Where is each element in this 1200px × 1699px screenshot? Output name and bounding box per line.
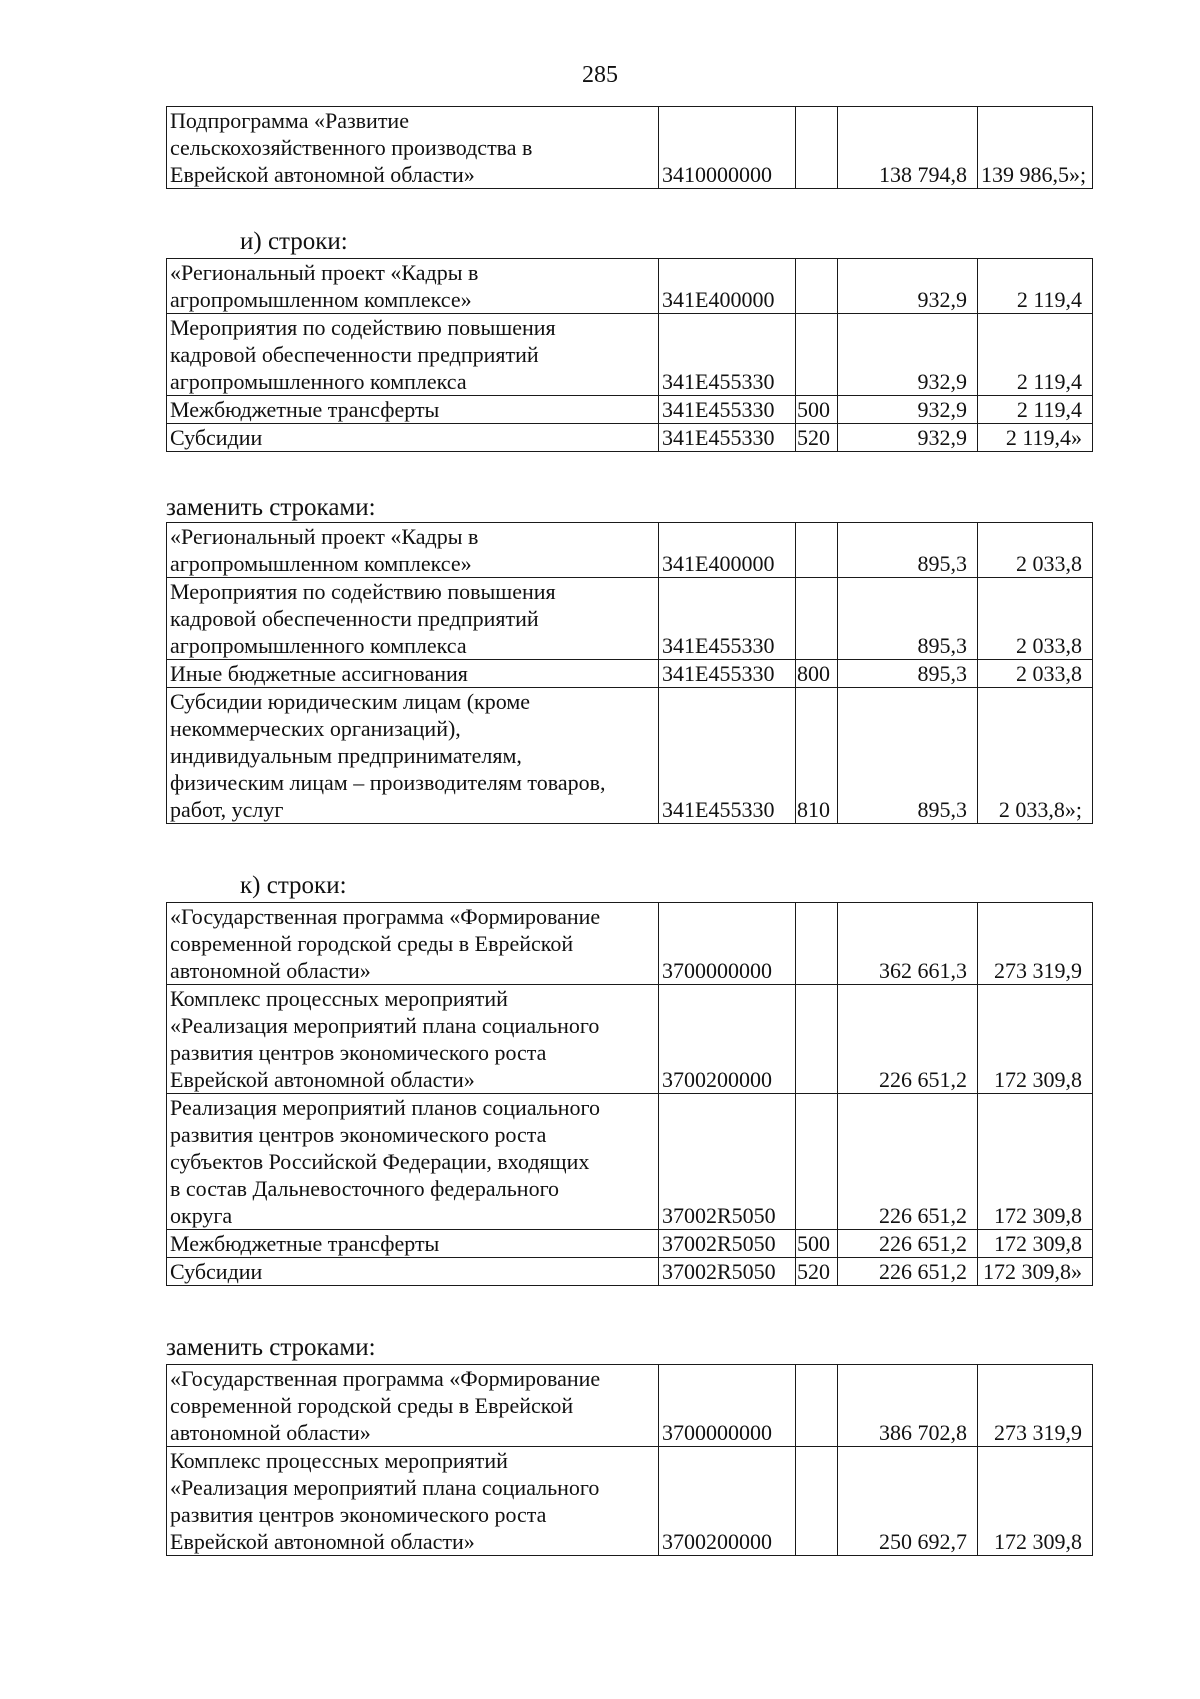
row-vr: 520	[796, 1258, 838, 1286]
row-value-2: 2 033,8	[978, 523, 1093, 578]
row-value-1: 895,3	[838, 578, 978, 660]
row-value-2: 172 309,8	[978, 1447, 1093, 1556]
row-name: Комплекс процессных мероприятий «Реализация мероприятий плана социального развития центров экономического роста Еврейской автономной области»	[167, 1447, 659, 1556]
row-value-2: 2 033,8	[978, 660, 1093, 688]
row-value-1: 932,9	[838, 396, 978, 424]
budget-table-subprogram	[166, 106, 1093, 189]
table-row	[167, 903, 1093, 985]
row-value-1: 250 692,7	[838, 1447, 978, 1556]
row-code: 341E455330	[659, 688, 796, 824]
row-code: 37002R5050	[659, 1094, 796, 1230]
row-code: 341E400000	[659, 523, 796, 578]
row-vr	[796, 578, 838, 660]
row-value-1: 895,3	[838, 523, 978, 578]
row-code: 341E455330	[659, 396, 796, 424]
row-value-1: 138 794,8	[838, 107, 978, 189]
table-row	[167, 985, 1093, 1094]
row-code: 341E400000	[659, 259, 796, 314]
table-row	[167, 1258, 1093, 1286]
row-value-1: 226 651,2	[838, 985, 978, 1094]
table-row	[167, 1094, 1093, 1230]
row-code: 3410000000	[659, 107, 796, 189]
row-vr	[796, 1365, 838, 1447]
table-row	[167, 314, 1093, 396]
table-row	[167, 1230, 1093, 1258]
row-code: 341E455330	[659, 424, 796, 452]
row-value-1: 386 702,8	[838, 1365, 978, 1447]
table-row	[167, 1447, 1093, 1556]
row-name: Межбюджетные трансферты	[167, 396, 659, 424]
row-name: Реализация мероприятий планов социального развития центров экономического роста субъектов Российской Федерации, входящих в состав Дальневосточного федерального округа	[167, 1094, 659, 1230]
row-value-1: 226 651,2	[838, 1258, 978, 1286]
row-value-1: 226 651,2	[838, 1230, 978, 1258]
row-name: «Государственная программа «Формирование современной городской среды в Еврейской автономной области»	[167, 903, 659, 985]
row-value-1: 226 651,2	[838, 1094, 978, 1230]
row-value-2: 2 033,8»;	[978, 688, 1093, 824]
row-code: 341E455330	[659, 660, 796, 688]
table-row	[167, 424, 1093, 452]
row-name: Комплекс процессных мероприятий «Реализация мероприятий плана социального развития центров экономического роста Еврейской автономной области»	[167, 985, 659, 1094]
table-row	[167, 578, 1093, 660]
table-row	[167, 396, 1093, 424]
row-value-1: 932,9	[838, 259, 978, 314]
row-value-2: 172 309,8	[978, 985, 1093, 1094]
row-code: 37002R5050	[659, 1258, 796, 1286]
budget-table-new-rows-i	[166, 522, 1093, 824]
row-name: «Региональный проект «Кадры в агропромышленном комплексе»	[167, 259, 659, 314]
row-value-2: 172 309,8	[978, 1094, 1093, 1230]
row-value-2: 172 309,8»	[978, 1258, 1093, 1286]
row-vr: 520	[796, 424, 838, 452]
budget-table-old-rows-k	[166, 902, 1093, 1286]
row-name: «Государственная программа «Формирование современной городской среды в Еврейской автономной области»	[167, 1365, 659, 1447]
table-row	[167, 1365, 1093, 1447]
row-value-1: 932,9	[838, 424, 978, 452]
row-name: Субсидии	[167, 1258, 659, 1286]
row-vr	[796, 314, 838, 396]
row-value-2: 273 319,9	[978, 903, 1093, 985]
page-number: 285	[582, 62, 618, 88]
row-name: Субсидии	[167, 424, 659, 452]
row-vr: 810	[796, 688, 838, 824]
row-value-2: 2 119,4	[978, 314, 1093, 396]
row-value-1: 362 661,3	[838, 903, 978, 985]
row-vr	[796, 1094, 838, 1230]
section-caption: к) строки:	[240, 872, 347, 899]
row-vr	[796, 259, 838, 314]
row-vr	[796, 1447, 838, 1556]
row-code: 3700000000	[659, 903, 796, 985]
row-code: 3700000000	[659, 1365, 796, 1447]
table-row	[167, 107, 1093, 189]
row-value-1: 895,3	[838, 688, 978, 824]
row-value-2: 2 119,4»	[978, 424, 1093, 452]
budget-table-old-rows-i	[166, 258, 1093, 452]
table-row	[167, 688, 1093, 824]
row-vr	[796, 523, 838, 578]
row-vr: 500	[796, 396, 838, 424]
row-vr	[796, 985, 838, 1094]
row-code: 341E455330	[659, 314, 796, 396]
row-name: Межбюджетные трансферты	[167, 1230, 659, 1258]
budget-table-new-rows-k	[166, 1364, 1093, 1556]
row-vr: 500	[796, 1230, 838, 1258]
row-code: 3700200000	[659, 985, 796, 1094]
row-value-2: 172 309,8	[978, 1230, 1093, 1258]
row-name: Иные бюджетные ассигнования	[167, 660, 659, 688]
table-row	[167, 523, 1093, 578]
row-name: Подпрограмма «Развитие сельскохозяйственного производства в Еврейской автономной области»	[167, 107, 659, 189]
row-name: «Региональный проект «Кадры в агропромышленном комплексе»	[167, 523, 659, 578]
row-code: 37002R5050	[659, 1230, 796, 1258]
row-value-2: 2 119,4	[978, 396, 1093, 424]
row-name: Мероприятия по содействию повышения кадровой обеспеченности предприятий агропромышленного комплекса	[167, 578, 659, 660]
row-vr	[796, 903, 838, 985]
row-value-2: 2 119,4	[978, 259, 1093, 314]
section-caption: заменить строками:	[166, 494, 376, 521]
section-caption: и) строки:	[240, 228, 348, 255]
row-value-2: 2 033,8	[978, 578, 1093, 660]
section-caption: заменить строками:	[166, 1334, 376, 1361]
row-value-2: 139 986,5»;	[978, 107, 1093, 189]
row-value-2: 273 319,9	[978, 1365, 1093, 1447]
row-value-1: 932,9	[838, 314, 978, 396]
row-vr	[796, 107, 838, 189]
row-name: Субсидии юридическим лицам (кроме некоммерческих организаций), индивидуальным предпринимателям, физическим лицам – производителям товаров, работ, услуг	[167, 688, 659, 824]
row-value-1: 895,3	[838, 660, 978, 688]
row-name: Мероприятия по содействию повышения кадровой обеспеченности предприятий агропромышленного комплекса	[167, 314, 659, 396]
row-code: 3700200000	[659, 1447, 796, 1556]
row-code: 341E455330	[659, 578, 796, 660]
row-vr: 800	[796, 660, 838, 688]
table-row	[167, 259, 1093, 314]
table-row	[167, 660, 1093, 688]
